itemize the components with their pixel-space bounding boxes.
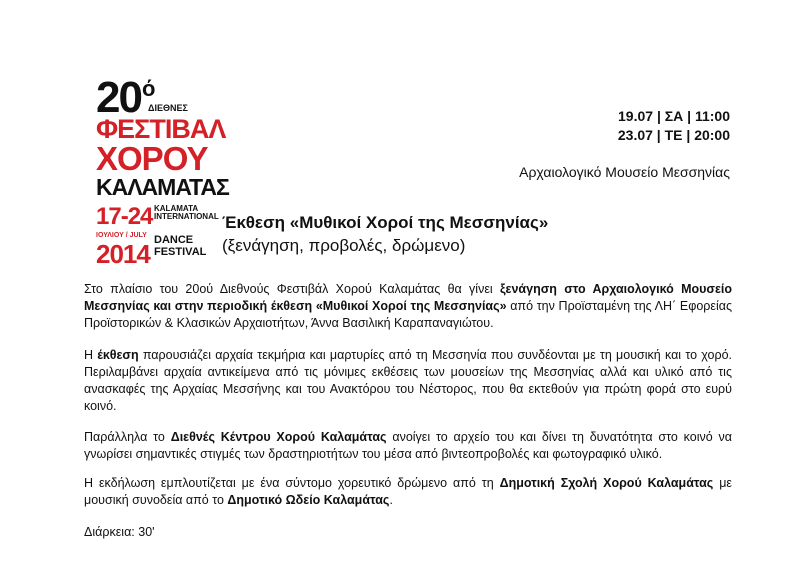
paragraph-archive: Παράλληλα το Διεθνές Κέντρου Χορού Καλαμάτας ανοίγει το αρχείο του και δίνει τη δυνατότητα στο κοινό να γνωρίσει σημαντικές στιγμές των δραστηριοτήτων του μέσα από βιντεοπροβολές και φωτογραφικό υλικό. — [84, 430, 732, 461]
logo-months: ΙΟΥΛΙΟΥ / JULY — [96, 232, 147, 239]
paragraph-performance: Η εκδήλωση εμπλουτίζεται με ένα σύντομο χορευτικό δρώμενο από τη Δημοτική Σχολή Χορού Καλαμάτας με μουσική συνοδεία από το Δημοτικό Ωδείο Καλαμάτας. — [84, 476, 732, 507]
event-title: Έκθεση «Μυθικοί Χοροί της Μεσσηνίας» — [222, 213, 549, 232]
schedule-line: 23.07 | ΤΕ | 20:00 — [617, 127, 730, 143]
venue: Αρχαιολογικό Μουσείο Μεσσηνίας — [519, 164, 730, 180]
event-subtitle: (ξενάγηση, προβολές, δρώμενο) — [222, 236, 466, 255]
paragraph-exhibition: Η έκθεση παρουσιάζει αρχαία τεκμήρια και μαρτυρίες από τη Μεσσηνία που συνδέονται με τη μουσική και το χορό. Περιλαμβάνει αρχαία αντικείμενα από τις μόνιμες εκθέσεις των μουσείων της Μεσσηνίας αλλά και υλικό από τις ανασκαφές της Αρχαίας Μεσσήνης και του Ανακτόρου του Νέστορος, που θα εκτεθούν για πρώτη φορά στο ευρύ κοινό. — [84, 348, 733, 413]
logo-city: ΚΑΛΑΜΑΤΑΣ — [96, 174, 229, 200]
schedule-line: 19.07 | ΣΑ | 11:00 — [618, 108, 730, 124]
paragraph-intro: Στο πλαίσιο του 20ού Διεθνούς Φεστιβάλ Χορού Καλαμάτας θα γίνει ξενάγηση στο Αρχαιολογικό Μουσείο Μεσσηνίας και στην περιοδική έκθεση «Μυθικοί Χοροί της Μεσσηνίας» από την Προϊσταμένη της ΛΗ΄ Εφορείας Προϊστορικών & Κλασικών Αρχαιοτήτων, Άννα Βασιλική Καραπαναγιώτου. — [84, 282, 732, 330]
logo-suffix: ό — [142, 76, 156, 101]
logo-dance-word: ΧΟΡΟΥ — [96, 140, 208, 177]
festival-logo — [96, 73, 229, 270]
logo-year: 2014 — [96, 239, 150, 269]
logo-english-dance: DANCE — [154, 234, 194, 246]
logo-number: 20 — [96, 73, 141, 122]
logo-english-festival: FESTIVAL — [154, 246, 207, 258]
logo-dates: 17-24 — [96, 203, 153, 230]
logo-festival-word: ΦΕΣΤΙΒΑΛ — [96, 114, 226, 144]
logo-english-top: KALAMATA INTERNATIONAL — [154, 204, 219, 221]
logo-international-gr: ΔΙΕΘΝΕΣ — [148, 103, 188, 113]
duration: Διάρκεια: 30' — [84, 525, 155, 539]
